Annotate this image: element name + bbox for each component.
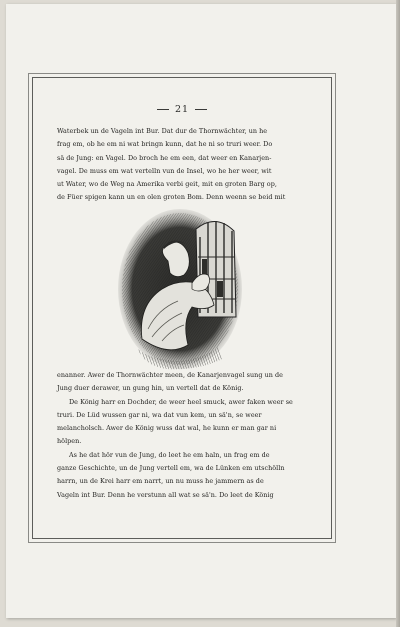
- text-line: vagel. De muss em wat vertelln vun de Insel, wo he her weer, wit: [57, 166, 272, 175]
- text-line: Jung duer derawer, un gung hin, un vertell dat de König.: [57, 384, 244, 393]
- text-line: Waterbek un de Vageln int Bur. Dat dur de Thornwächter, un he: [57, 127, 268, 135]
- page-border-frame: [28, 73, 336, 543]
- page-number-header: [29, 104, 335, 115]
- engraving-illustration: [118, 209, 243, 370]
- text-block-top: [57, 125, 303, 205]
- text-line: de Füer spigen kann un en olen groten Bom. Denn weenn se beid mit: [57, 193, 286, 202]
- folio-dash-left: [157, 109, 169, 110]
- text-line: harrn, un de Krei harr em narrt, un nu muss he jammern as de: [57, 477, 264, 486]
- text-line: Vageln int Bur. Denn he verstunn all wat se säꞌn. Do leet de König: [57, 490, 274, 499]
- page-edge-shadow: [396, 0, 400, 627]
- text-line: De König harr en Dochder, de weer heel smuck, awer faken weer se: [69, 397, 293, 406]
- text-block-bottom: [57, 369, 303, 502]
- text-line: melancholsch. Awer de König wuss dat wal, he kunn er man gar ni: [57, 424, 277, 433]
- text-line: truri. De Lüd wussen gar ni, wa dat vun kem, un säꞌn, se weer: [57, 410, 262, 419]
- text-line: As he dat hör vun de Jung, do leet he em haln, un frag em de: [69, 450, 270, 459]
- text-line: ganze Geschichte, un de Jung vertell em, wa de Lünken em utschölln: [57, 464, 285, 473]
- text-line: sä de Jung: en Vagel. Do broch he em een, dat weer en Kanarjen-: [57, 153, 272, 162]
- text-line: ut Water, wo de Weg na Amerika verbi geit, mit en groten Barg op,: [57, 180, 277, 189]
- text-line: enanner. Awer de Thornwächter meen, de Kanarjenvagel sung un de: [57, 371, 283, 379]
- page-number: 21: [174, 104, 190, 115]
- text-line: hölpen.: [57, 437, 82, 446]
- text-line: frag em, ob he em ni wat bringn kunn, dat he ni so truri weer. Do: [57, 140, 273, 149]
- folio-dash-right: [195, 109, 207, 110]
